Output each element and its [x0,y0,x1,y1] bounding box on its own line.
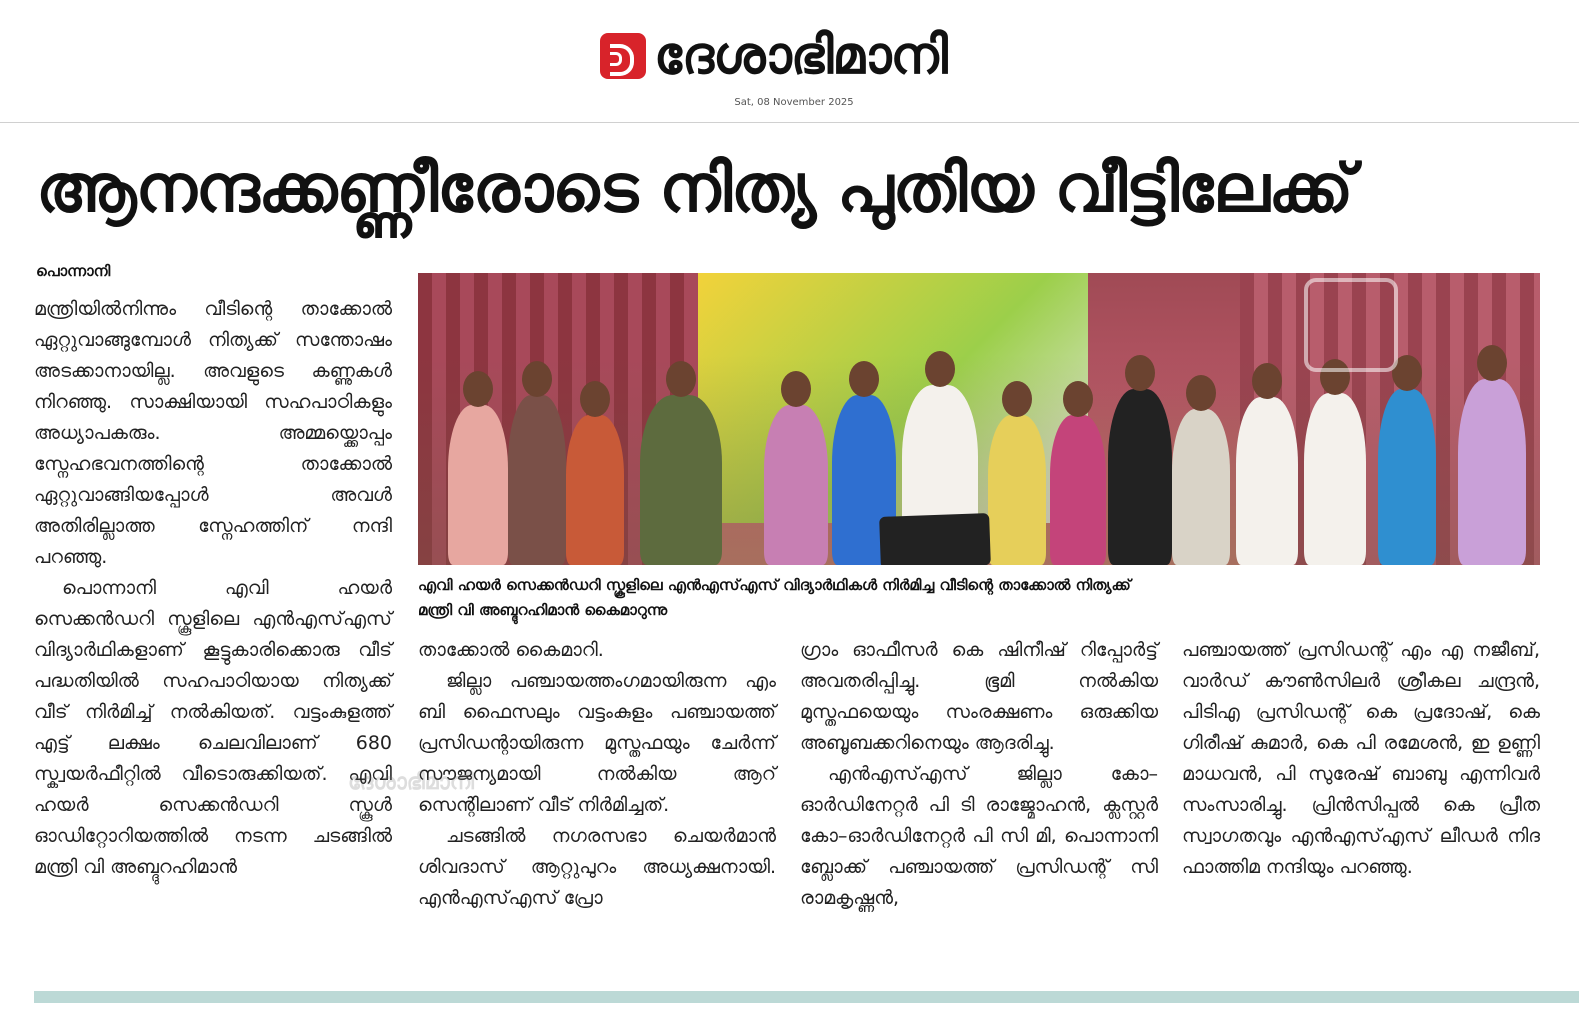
masthead-divider [0,122,1579,123]
photo-caption [418,573,1540,623]
article-column-4 [1182,635,1540,883]
photo-person [988,415,1046,565]
paragraph: മന്ത്രിയിൽനിന്നും വീടിന്റെ താക്കോൽ ഏറ്റുവാങ്ങുമ്പോൾ നിത്യക്ക് സന്തോഷം അടക്കാനായില്ല. അവളുടെ കണ്ണുകൾ നിറഞ്ഞു. സാക്ഷിയായി സഹപാഠികളും അധ്യാപകരും. അമ്മയ്ക്കൊപ്പം സ്നേഹഭവനത്തിന്റെ താക്കോൽ ഏറ്റുവാങ്ങിയപ്പോൾ അവൾ അതിരില്ലാത്ത സ്നേഹത്തിന് നന്ദി പറഞ്ഞു. [34,298,392,568]
watermark-logo-icon [1304,278,1398,372]
paragraph: പഞ്ചായത്ത് പ്രസിഡന്റ് എം എ നജീബ്, വാർഡ് കൗൺസിലർ ശ്രീകല ചന്ദ്രൻ, പിടിഎ പ്രസിഡന്റ് കെ പ്രദോഷ്, കെ ഗിരീഷ് കുമാർ, കെ പി രമേശൻ, ഇ ഉണ്ണി മാധവൻ, പി സുരേഷ് ബാബു എന്നിവർ സംസാരിച്ചു. പ്രിൻസിപ്പൽ കെ പ്രീത സ്വാഗതവും എൻഎസ്എസ് ലീഡർ നിദ ഫാത്തിമ നന്ദിയും പറഞ്ഞു. [1182,639,1540,878]
paragraph: താക്കോൽ കൈമാറി. [418,639,604,661]
edition-date: Sat, 08 November 2025 [734,97,854,108]
article-column-3 [800,635,1158,914]
photo-caption-line: എവി ഹയർ സെക്കൻഡറി സ്കൂളിലെ എൻഎസ്എസ് വിദ്യാർഥികൾ നിർമിച്ച വീടിന്റെ താക്കോൽ നിത്യക്ക് [418,576,1131,594]
photo-person [1108,389,1172,565]
article-headline: ആനന്ദക്കണ്ണീരോടെ നിത്യ പുതിയ വീട്ടിലേക്ക് [36,150,1353,227]
article-column-1 [34,294,392,883]
photo-person [1236,397,1298,565]
photo-person [1458,379,1526,565]
photo-person [1378,389,1436,565]
brand-logo[interactable] [600,26,947,86]
photo-person [508,395,566,565]
photo-caption-line: മന്ത്രി വി അബ്ദുറഹിമാൻ കൈമാറുന്നു [418,601,668,619]
paragraph: ഗ്രാം ഓഫീസർ കെ ഷിനീഷ് റിപ്പോർട്ട് അവതരിപ്പിച്ചു. ഭൂമി നൽകിയ മുസ്തഫയെയും സംരക്ഷണം ഒരുക്കിയ അബൂബക്കറിനെയും ആദരിച്ചു. [800,639,1158,754]
watermark-text: ദേശാഭിമാനി [348,770,475,795]
masthead [0,0,1579,122]
photo-person [1050,415,1106,565]
paragraph: പൊന്നാനി എവി ഹയർ സെക്കൻഡറി സ്കൂളിലെ എൻഎസ്എസ് വിദ്യാർഥികളാണ് കൂട്ടുകാരിക്കൊരു വീട് പദ്ധതിയിൽ സഹപാഠിയായ നിത്യക്ക് വീട് നിർമിച്ച് നൽകിയത്. വട്ടംകുളത്ത് എട്ട് ലക്ഷം ചെലവിലാണ് 680 സ്ക്വയർഫീറ്റിൽ വീടൊരുക്കിയത്. എവി ഹയർ സെക്കൻഡറി സ്കൂൾ ഓഡിറ്റോറിയത്തിൽ നടന്ന ചടങ്ങിൽ മന്ത്രി വി അബ്ദുറഹിമാൻ [34,577,392,878]
logo-text: ദേശാഭിമാനി [654,26,947,86]
paragraph: ജില്ലാ പഞ്ചായത്തംഗമായിരുന്ന എം ബി ഫൈസലും വട്ടംകുളം പഞ്ചായത്ത് പ്രസിഡന്റായിരുന്ന മുസ്തഫയും ചേർന്ന് സൗജന്യമായി നൽകിയ ആറ് സെന്റിലാണ് വീട് നിർമിച്ചത്. [418,670,776,816]
footer-bar [34,991,1579,1003]
deshabhimani-logo-icon [600,33,646,79]
photo-person [764,405,828,565]
photo-key-plaque [879,513,991,565]
photo-person [1304,393,1366,565]
paragraph: ചടങ്ങിൽ നഗരസഭാ ചെയർമാൻ ശിവദാസ് ആറ്റുപുറം അധ്യക്ഷനായി. എൻഎസ്എസ് പ്രോ [418,825,776,909]
photo-person [640,395,722,565]
paragraph: എൻഎസ്എസ് ജില്ലാ കോ–ഓർഡിനേറ്റർ പി ടി രാജ്മോഹൻ, ക്ലസ്റ്റർ കോ–ഓർഡിനേറ്റർ പി സി മി, പൊന്നാനി ബ്ലോക്ക് പഞ്ചായത്ത് പ്രസിഡന്റ് സി രാമകൃഷ്ണൻ, [800,763,1158,909]
photo-person [448,405,508,565]
photo-person [1172,409,1230,565]
article-dateline: പൊന്നാനി [36,262,111,280]
photo-person [566,415,624,565]
photo-group [418,355,1540,565]
